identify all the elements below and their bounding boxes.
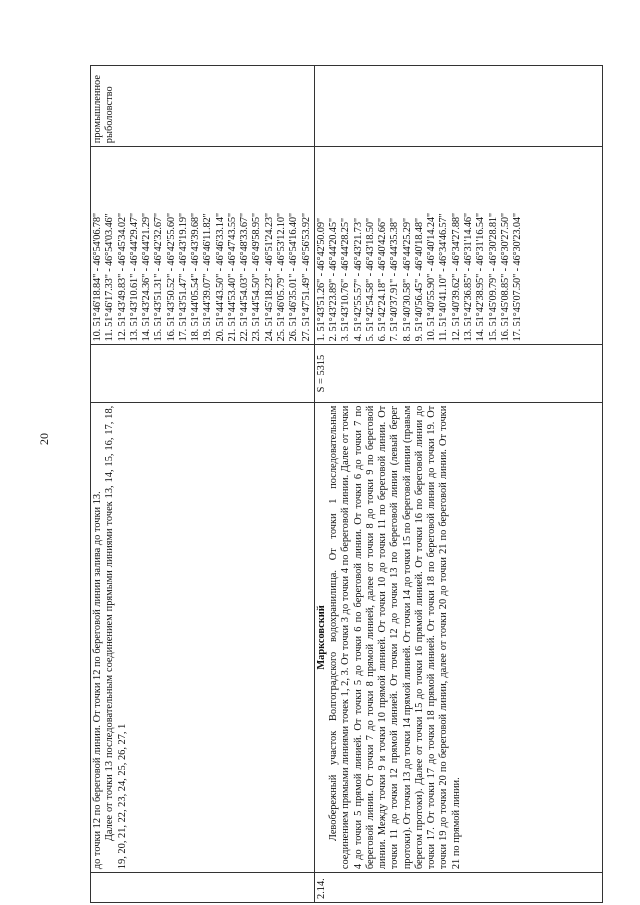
usage-type: промышленное рыболовство (91, 66, 315, 147)
coordinate-point: 2. 51°43'23.89" - 46°44'20.45" (328, 218, 340, 342)
regulations-table (90, 65, 603, 903)
coordinates-cell (91, 147, 315, 345)
coordinate-point: 1. 51°43'51.26" - 46°42'50.09" (315, 218, 327, 342)
coordinate-point: 9. 51°40'56.45" - 46°40'18.48" (413, 218, 425, 342)
coordinate-point: 11. 51°46'17.33" - 46°54'03.46" (104, 213, 116, 342)
coordinate-point: 18. 51°44'05.54" - 46°43'39.68" (190, 212, 202, 342)
row-number-cell (91, 873, 315, 903)
coordinate-point: 14. 51°42'38.95" - 46°31'16.54" (475, 212, 487, 342)
description-paragraph: Левобережный участок Волгоградского водохранилища. От точки 1 последовательным соединением прямыми линиями точек 1, 2, 3. От точки 3 до точки 4 по береговой линии. Далее от точки 4 до точки 5 прямой линией. От точки 5 до точки 6 по береговой линии. От точки 6 до точки 7 по береговой линии. От точки 7 до точки 8 прямой линией, далее от точки 8 до точки 9 по береговой линии. Между точки 9 и точки 10 прямой линией. От точки 10 до точки 11 по береговой линии. От точки 11 до точки 12 прямой линией. От точки 12 до точки 13 по береговой линии (левый берег протоки). От точки 13 до точки 14 прямой линией. От точки 14 до точки 15 по береговой линии (правым берегом протоки). Далее от точки 15 до точки 16 прямой линией. От точки 16 по береговой линии до точки 17. От точки 17 до точки 18 прямой линией. От точки 18 по береговой линии до точки 19. От точки 19 до точки 20 по береговой линии, далее от точки 20 до точки 21 по береговой линии. От точки 21 по прямой линии. (328, 405, 462, 870)
coordinate-point: 7. 51°40'37.91" - 46°44'35.38" (389, 218, 401, 342)
coordinate-point: 15. 51°45'09.79" - 46°30'28.81" (487, 212, 499, 342)
coordinate-point: 4. 51°42'55.57" - 46°43'21.73" (352, 218, 364, 342)
coordinate-point: 10. 51°40'55.90" - 46°40'14.24" (426, 212, 438, 342)
coordinate-point: 14. 51°43'24.36" - 46°44'21.29" (141, 212, 153, 342)
coordinate-point: 26. 51°46'35.01" - 46°54'16.40" (288, 212, 300, 342)
boundary-description (314, 402, 602, 872)
coordinate-point: 25. 51°46'05.79" - 46°53'12.10" (275, 212, 287, 342)
coordinate-point: 17. 51°43'51.47" - 46°43'19.19" (177, 212, 189, 342)
area-cell (91, 345, 315, 402)
page-number: 20 (37, 433, 51, 445)
rotated-page (90, 65, 603, 903)
coordinate-point: 13. 51°42'36.85" - 46°31'14.46" (462, 212, 474, 342)
coordinates-list (316, 150, 525, 341)
usage-type (314, 66, 602, 147)
coordinate-point: 11. 51°40'41.10" - 46°34'46.57" (438, 213, 450, 342)
section-title: Марксовский (315, 605, 327, 670)
coordinate-point: 10. 51°46'18.84" - 46°54'06.78" (92, 212, 103, 342)
coordinate-point: 20. 51°44'43.50" - 46°46'33.14" (214, 212, 226, 342)
coordinate-point: 16. 51°45'08.85" - 46°30'27.50" (499, 212, 511, 342)
coordinate-point: 8. 51°40'30.58" - 46°44'25.29" (401, 218, 413, 342)
coordinate-point: 17. 51°45'07.50" - 46°30'23.04" (512, 212, 524, 342)
table-row (314, 66, 602, 903)
row-number: 2.14. (314, 873, 602, 903)
coordinate-point: 23. 51°44'54.50" - 46°49'58.95" (251, 212, 263, 342)
coordinate-point: 24. 51°45'18.23" - 46°51'24.23" (263, 212, 275, 342)
coordinates-list (92, 150, 313, 341)
area-cell: S = 5315 (314, 345, 602, 402)
coordinate-point: 15. 51°43'51.31" - 46°42'32.67" (153, 212, 165, 342)
boundary-description (91, 402, 315, 872)
coordinate-point: 13. 51°43'10.61" - 46°44'29.47" (128, 212, 140, 342)
coordinate-point: 12. 51°40'39.62" - 46°34'27.88" (450, 212, 462, 342)
coordinate-point: 22. 51°44'54.03" - 46°48'33.67" (239, 212, 251, 342)
coordinate-point: 16. 51°43'50.52" - 46°42'55.60" (165, 212, 177, 342)
coordinate-point: 27. 51°47'51.49" - 46°56'53.92" (300, 212, 312, 342)
coordinates-cell (314, 147, 602, 345)
coordinate-point: 21. 51°44'53.40" - 46°47'43.55" (226, 212, 238, 342)
table-row (91, 66, 315, 903)
description-paragraph: до точки 12 по береговой линии. От точки 12 по береговой линии залива до точки 13. (92, 491, 103, 870)
coordinate-point: 19. 51°44'39.07" - 46°46'11.82" (202, 213, 214, 342)
coordinate-point: 3. 51°43'10.76" - 46°44'28.25" (340, 218, 352, 342)
coordinate-point: 6. 51°42'24.18" - 46°40'42.66" (377, 218, 389, 342)
coordinate-point: 12. 51°43'49.83" - 46°45'34.02" (116, 212, 128, 342)
description-paragraph: Далее от точки 13 последовательным соединением прямыми линиями точек 13, 14, 15, 16, 17, 18, 19, 20, 21, 22, 23, 24, 25, 26, 27, 1 (104, 405, 128, 870)
coordinate-point: 5. 51°42'54.58" - 46°43'18.50" (364, 218, 376, 342)
